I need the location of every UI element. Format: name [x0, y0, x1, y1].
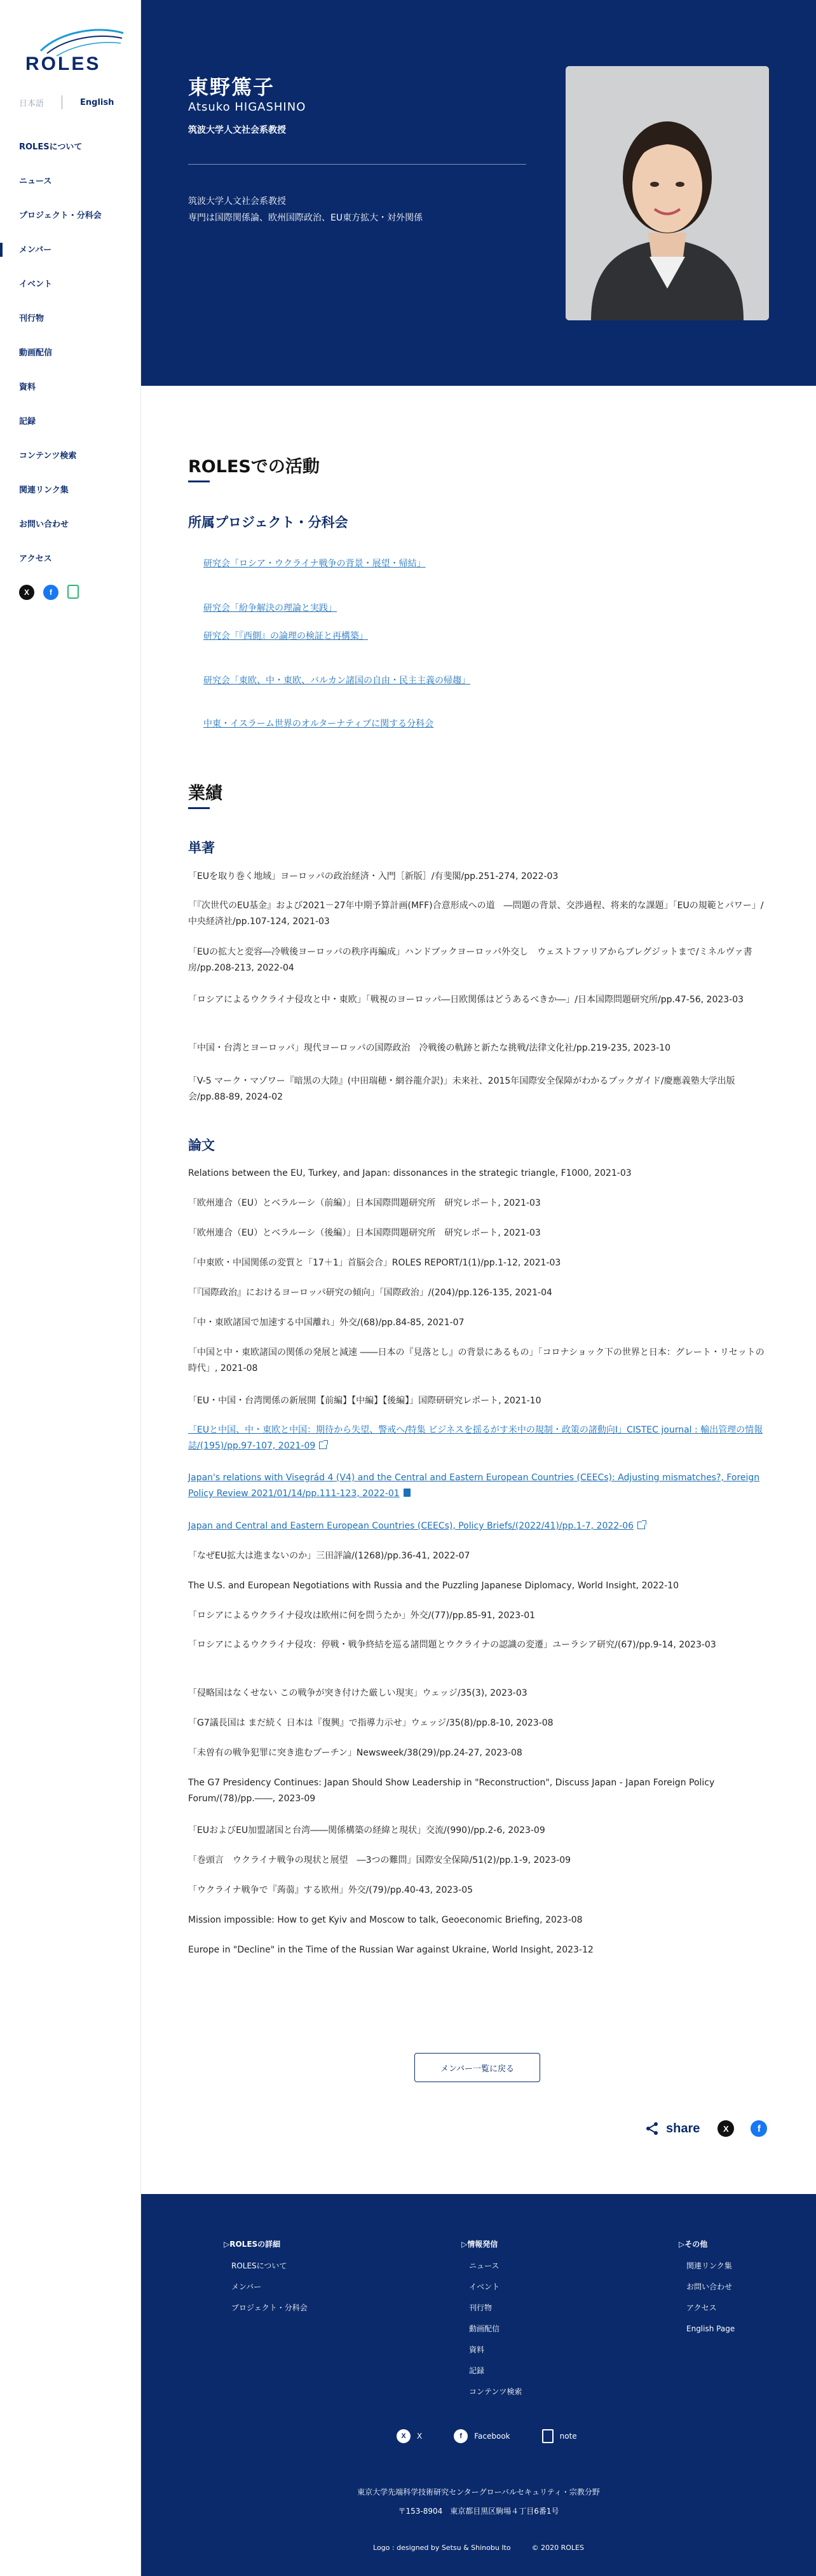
achievements-title: 業績	[188, 784, 222, 803]
paper-entry: The G7 Presidency Continues: Japan Should Show Leadership in "Reconstruction", Discuss Japan - Japan Foreign Policy Forum/(78)/pp.――, 2023-09	[188, 1778, 715, 1804]
nav-members[interactable]: メンバー	[19, 242, 127, 276]
footer-col-other	[679, 2239, 735, 2345]
project-link[interactable]: 研究会「ロシア・ウクライナ戦争の背景・展望・帰結」	[203, 559, 426, 569]
footer-link[interactable]: プロジェクト・分科会	[231, 2303, 308, 2312]
member-position: 筑波大学人文社会系教授	[188, 125, 286, 135]
footer-col-roles	[224, 2239, 308, 2324]
footer-heading: ▷その他	[679, 2240, 708, 2249]
book-entry: 「ロシアによるウクライナ侵攻と中・東欧」「戦視のヨーロッパ―日欧関係はどうあるべきか―」/日本国際問題研究所/pp.47-56, 2023-03	[188, 995, 744, 1005]
footer-x-label: X	[417, 2432, 423, 2441]
paper-entry: 「中国と中・東欧諸国の関係の発展と減速 ――日本の『見落とし』の背景にあるもの」「コロナショック下の世界と日本：グレート・リセットの時代」, 2021-08	[188, 1347, 765, 1373]
paper-entry: Relations between the EU, Turkey, and Japan: dissonances in the strategic triangle, F1000, 2021-03	[188, 1168, 632, 1178]
share-icon	[644, 2121, 660, 2136]
member-specialty: 専門は国際関係論、欧州国際政治、EU東方拡大・対外関係	[188, 213, 423, 223]
nav-records[interactable]: 記録	[19, 417, 36, 426]
paper-link-text[interactable]: Japan's relations with Visegrád 4 (V4) and the Central and Eastern European Countries (CEECs): Adjusting mismatches?, Foreign Policy Review 2021/01/14/pp.111-123, 2022-01	[188, 1473, 760, 1499]
project-link[interactable]: 研究会「紛争解決の理論と実践」	[203, 603, 337, 613]
paper-entry: The U.S. and European Negotiations with Russia and the Puzzling Japanese Diplomacy, World Insight, 2022-10	[188, 1581, 679, 1591]
paper-entry: 「巻頭言 ウクライナ戦争の現状と展望 ―3つの難問」国際安全保障/51(2)/pp.1-9, 2023-09	[188, 1855, 571, 1865]
paper-link-text[interactable]: 「EUと中国、中・東欧と中国：期待から失望、警戒へ/特集 ビジネスを揺るがす米中の規制・政策の諸動向I」CISTEC journal : 輸出管理の情報誌/(195)/pp.97-107, 2021-09	[188, 1425, 763, 1451]
footer-heading: ▷情報発信	[461, 2240, 498, 2249]
footer-link[interactable]: ニュース	[469, 2261, 500, 2270]
logo-text: ROLES	[25, 53, 101, 74]
footer-link[interactable]: メンバー	[231, 2282, 262, 2291]
footer-address: 〒153-8904 東京都目黒区駒場４丁目6番1号	[398, 2507, 559, 2516]
footer-link[interactable]: English Page	[686, 2324, 735, 2333]
footer-link[interactable]: 関連リンク集	[686, 2261, 732, 2270]
papers-title: 論文	[188, 1138, 215, 1153]
member-affiliation: 筑波大学人文社会系教授	[188, 196, 286, 207]
nav-news[interactable]: ニュース	[19, 177, 52, 186]
external-link-icon	[319, 1441, 327, 1449]
achievements-title-bar	[188, 807, 210, 809]
activities-title-bar	[188, 480, 210, 482]
portrait-image	[566, 66, 769, 320]
hero-divider	[188, 164, 526, 165]
external-link-icon	[637, 1522, 645, 1529]
share-label: share	[666, 2121, 700, 2136]
sidebar	[0, 0, 141, 2576]
projects-title: 所属プロジェクト・分科会	[188, 515, 348, 530]
footer-note-link[interactable]	[542, 2429, 577, 2443]
paper-entry: 「EUおよびEU加盟諸国と台湾――関係構築の経緯と現状」交流/(990)/pp.2-6, 2023-09	[188, 1825, 545, 1836]
footer-note-label: note	[559, 2432, 577, 2441]
footer-x-link[interactable]	[397, 2429, 422, 2443]
nav-events[interactable]: イベント	[19, 280, 53, 289]
footer-link[interactable]: 刊行物	[469, 2303, 493, 2312]
note-icon	[542, 2429, 554, 2443]
footer-link[interactable]: 動画配信	[469, 2324, 500, 2333]
lang-en-link[interactable]: English	[80, 97, 114, 107]
paper-entry: 「欧州連合（EU）とベラルーシ（後編）」日本国際問題研究所 研究レポート, 2021-03	[188, 1228, 541, 1238]
paper-entry: 「ウクライナ戦争で『蒟蒻』する欧州」外交/(79)/pp.40-43, 2023-05	[188, 1885, 473, 1895]
roles-logo[interactable]	[22, 25, 130, 76]
book-entry: 「EUを取り巻く地域」ヨーロッパの政治経済・入門［新版］/有斐閣/pp.251-274, 2022-03	[188, 871, 559, 882]
paper-entry: 「欧州連合（EU）とベラルーシ（前編）」日本国際問題研究所 研究レポート, 2021-03	[188, 1198, 541, 1208]
facebook-icon[interactable]: f	[43, 585, 58, 600]
pdf-icon	[404, 1489, 411, 1497]
paper-entry-link[interactable]	[188, 1470, 766, 1502]
footer-address-org: 東京大学先端科学技術研究センターグローバルセキュリティ・宗教分野	[357, 2488, 600, 2497]
book-entry: 「『次世代のEU基金』および2021－27年中期予算計画(MFF)合意形成への道 ―問題の背景、交渉過程、将来的な課題」「EUの規範とパワー」/中央経済社/pp.107-124, 2021-03	[188, 901, 764, 927]
paper-entry: 「EU・中国・台湾関係の新展開【前編】【中編】【後編】」国際研研究レポート, 2021-10	[188, 1396, 541, 1406]
sidebar-social	[19, 585, 79, 600]
member-name: 東野篤子	[188, 75, 275, 99]
note-icon[interactable]	[67, 585, 79, 599]
footer-facebook-link[interactable]	[454, 2429, 510, 2443]
paper-entry: 「G7議長国は まだ続く 日本は『復興』で指導力示せ」ウェッジ/35(8)/pp.8-10, 2023-08	[188, 1718, 554, 1728]
paper-entry: Mission impossible: How to get Kyiv and Moscow to talk, Geoeconomic Briefing, 2023-08	[188, 1915, 583, 1925]
footer-copyright: Logo : designed by Setsu & Shinobu Ito © 2020 ROLES	[373, 2544, 584, 2552]
paper-entry: 「ロシアによるウクライナ侵攻：停戦・戦争終結を巡る諸問題とウクライナの認識の変遷」ユーラシア研究/(67)/pp.9-14, 2023-03	[188, 1640, 716, 1650]
nav-search[interactable]: コンテンツ検索	[19, 451, 77, 461]
nav-projects[interactable]: プロジェクト・分科会	[19, 211, 102, 221]
footer	[141, 2194, 816, 2576]
lang-ja-link[interactable]: 日本語	[19, 99, 44, 109]
nav-materials[interactable]: 資料	[19, 383, 36, 392]
paper-entry-link[interactable]	[188, 1518, 766, 1534]
nav-links[interactable]: 関連リンク集	[19, 486, 69, 495]
footer-heading: ▷ROLESの詳細	[224, 2240, 281, 2249]
paper-entry: 「中・東欧諸国で加速する中国離れ」外交/(68)/pp.84-85, 2021-07	[188, 1318, 465, 1328]
member-name-roman: Atsuko HIGASHINO	[188, 100, 306, 114]
paper-entry: 「侵略国はなくせない この戦争が突き付けた厳しい現実」ウェッジ/35(3), 2023-03	[188, 1688, 527, 1698]
project-link[interactable]: 研究会「『西側』の論理の検証と再構築」	[203, 631, 368, 641]
profile-hero	[141, 0, 816, 386]
footer-link[interactable]: コンテンツ検索	[469, 2387, 522, 2396]
footer-link[interactable]: アクセス	[686, 2303, 717, 2312]
paper-entry: 「未曽有の戦争犯罪に突き進むプーチン」Newsweek/38(29)/pp.24-27, 2023-08	[188, 1748, 522, 1758]
paper-entry: 「ロシアによるウクライナ侵攻は欧州に何を問うたか」外交/(77)/pp.85-91, 2023-01	[188, 1611, 536, 1621]
footer-link[interactable]: お問い合わせ	[686, 2282, 733, 2291]
footer-link[interactable]: ROLESについて	[231, 2261, 287, 2270]
footer-col-info	[461, 2239, 522, 2408]
book-entry: 「中国・台湾とヨーロッパ」現代ヨーロッパの国際政治 冷戦後の軌跡と新たな挑戦/法律文化社/pp.219-235, 2023-10	[188, 1043, 670, 1053]
main-nav	[19, 139, 127, 585]
share-facebook-icon[interactable]: f	[751, 2120, 767, 2137]
share-x-icon[interactable]: X	[717, 2120, 734, 2137]
activities-title: ROLESでの活動	[188, 457, 320, 477]
book-entry: 「EUの拡大と変容―冷戦後ヨーロッパの秩序再編成」ハンドブックヨーロッパ外交し ウェストファリアからブレグジットまで/ミネルヴァ書房/pp.208-213, 2022-04	[188, 947, 752, 973]
x-icon[interactable]: X	[19, 585, 34, 600]
project-link[interactable]: 研究会「東欧、中・東欧、バルカン諸国の自由・民主主義の帰趨」	[203, 676, 470, 686]
share-bar	[644, 2120, 767, 2137]
book-entry: 「V-5 マーク・マゾワー『暗黒の大陸』(中田瑞穂・網谷龍介訳)」未来社、2015年国際安全保障がわかるブックガイド/慶應義塾大学出版会/pp.88-89, 2024-02	[188, 1076, 735, 1102]
project-link[interactable]: 中東・イスラーム世界のオルターナティブに関する分科会	[203, 719, 434, 729]
nav-contact[interactable]: お問い合わせ	[19, 520, 69, 529]
nav-publications[interactable]: 刊行物	[19, 314, 44, 324]
paper-entry: 「中東欧・中国関係の変質と「17＋1」首脳会合」ROLES REPORT/1(1)/pp.1-12, 2021-03	[188, 1258, 561, 1268]
footer-social	[397, 2429, 577, 2443]
footer-link[interactable]: 記録	[469, 2366, 485, 2375]
x-icon: X	[397, 2429, 411, 2443]
nav-access[interactable]: アクセス	[19, 554, 52, 564]
facebook-icon: f	[454, 2429, 468, 2443]
nav-about[interactable]: ROLESについて	[19, 142, 83, 152]
paper-entry: Europe in "Decline" in the Time of the Russian War against Ukraine, World Insight, 2023-12	[188, 1945, 594, 1955]
nav-videos[interactable]: 動画配信	[19, 348, 53, 358]
paper-entry: 「なぜEU拡大は進まないのか」三田評論/(1268)/pp.36-41, 2022-07	[188, 1551, 470, 1561]
footer-facebook-label: Facebook	[474, 2432, 510, 2441]
paper-entry-link[interactable]	[188, 1422, 766, 1454]
back-to-members-button[interactable]: メンバー一覧に戻る	[414, 2053, 540, 2082]
paper-link-text[interactable]: Japan and Central and Eastern European Countries (CEECs), Policy Briefs/(2022/41)/pp.1-7, 2022-06	[188, 1521, 634, 1531]
footer-link[interactable]: 資料	[469, 2345, 485, 2354]
member-photo	[566, 66, 769, 320]
language-switch	[19, 95, 114, 109]
footer-link[interactable]: イベント	[469, 2282, 500, 2291]
books-title: 単著	[188, 840, 215, 855]
paper-entry: 「『国際政治』におけるヨーロッパ研究の傾向」「国際政治」/(204)/pp.126-135, 2021-04	[188, 1288, 552, 1298]
